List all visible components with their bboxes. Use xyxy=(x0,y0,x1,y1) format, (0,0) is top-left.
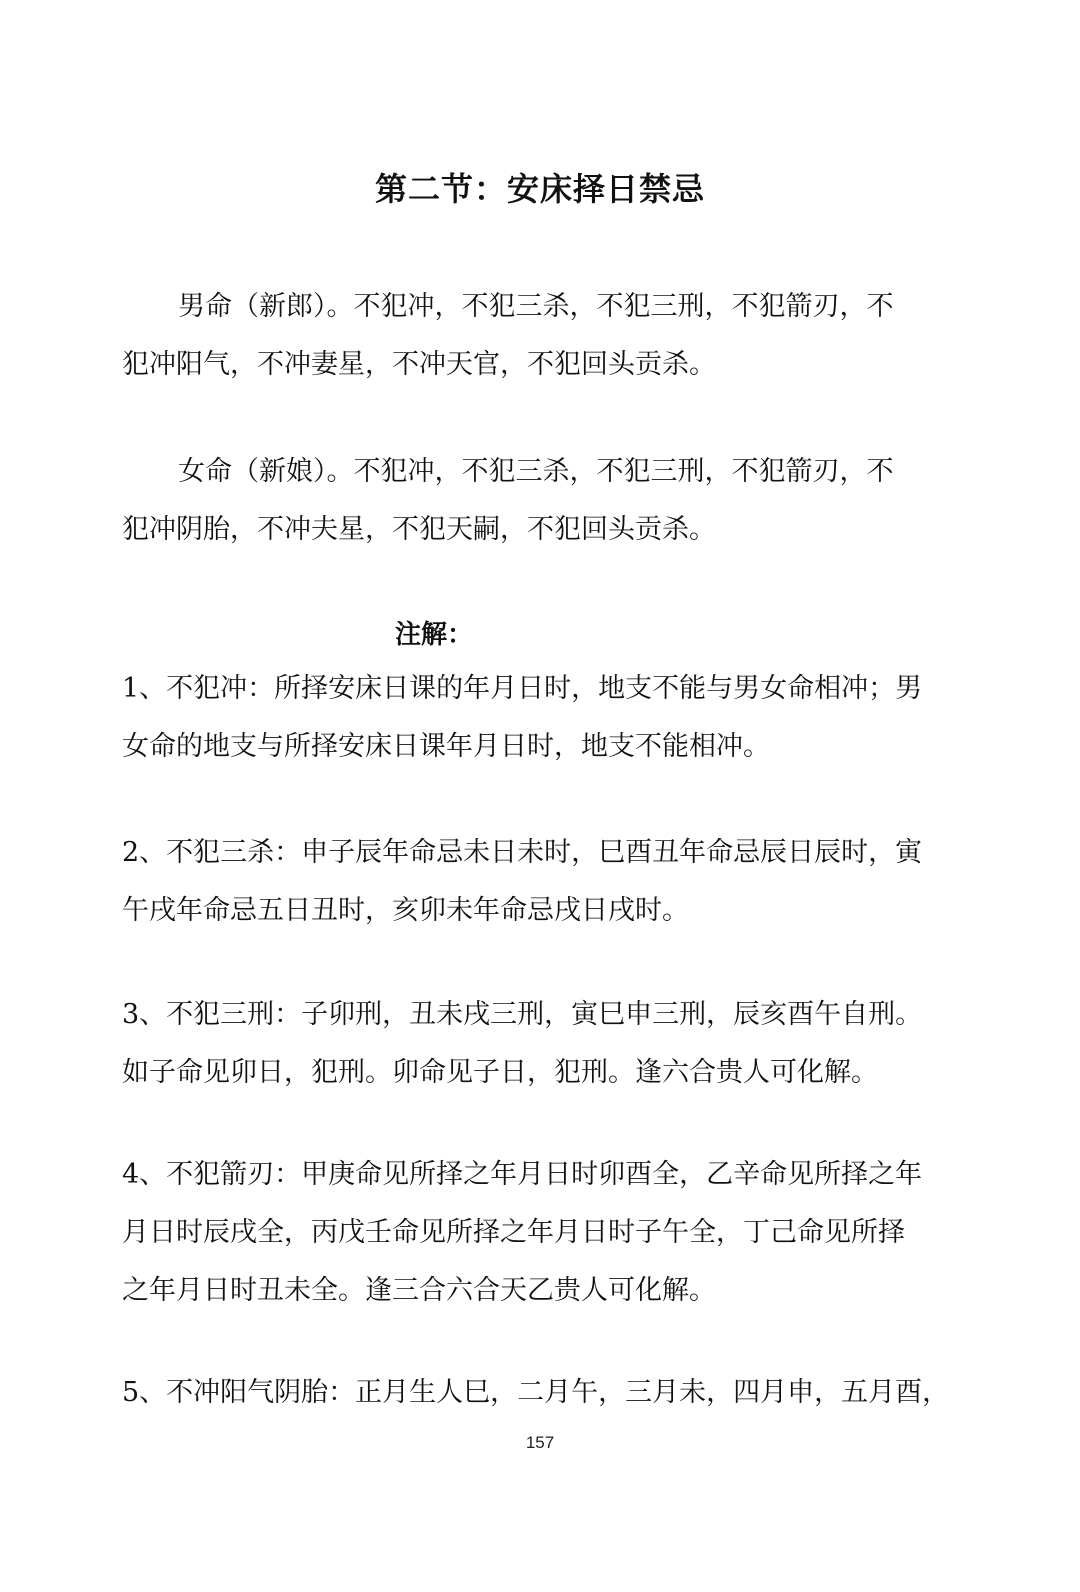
note-4-line-1: 4、不犯箭刃：甲庚命见所择之年月日时卯酉全，乙辛命见所择之年 xyxy=(122,1159,923,1190)
note-2-line-1: 2、不犯三杀：申子辰年命忌未日未时，巳酉丑年命忌辰日辰时，寅 xyxy=(122,837,923,868)
note-5-line-1: 5、不冲阳气阴胎：正月生人巳，二月午，三月未，四月申，五月酉， xyxy=(122,1377,950,1408)
page-number: 157 xyxy=(525,1433,555,1452)
note-3 xyxy=(122,986,934,1102)
bride-line-1: 女命（新娘）。不犯冲，不犯三杀，不犯三刑，不犯箭刃，不 xyxy=(178,456,894,487)
note-4 xyxy=(122,1146,934,1320)
page-title: 第二节：安床择日禁忌 xyxy=(374,170,705,208)
note-4-line-3: 之年月日时丑未全。逢三合六合天乙贵人可化解。 xyxy=(122,1275,716,1306)
note-4-line-2: 月日时辰戌全，丙戊壬命见所择之年月日时子午全，丁己命见所择 xyxy=(122,1217,905,1248)
note-1-line-1: 1、不犯冲：所择安床日课的年月日时，地支不能与男女命相冲；男 xyxy=(122,673,923,704)
bride-line-2: 犯冲阴胎，不冲夫星，不犯天嗣，不犯回头贡杀。 xyxy=(122,514,716,545)
bride-paragraph xyxy=(122,443,934,559)
note-3-line-1: 3、不犯三刑：子卯刑，丑未戌三刑，寅巳申三刑，辰亥酉午自刑。 xyxy=(122,999,923,1030)
notes-heading-text: 注解： xyxy=(394,620,473,650)
notes-heading xyxy=(0,614,1080,651)
note-2-line-2: 午戌年命忌五日丑时，亥卯未年命忌戌日戌时。 xyxy=(122,895,689,926)
note-2 xyxy=(122,824,934,940)
note-1 xyxy=(122,660,934,776)
note-1-line-2: 女命的地支与所择安床日课年月日时，地支不能相冲。 xyxy=(122,731,770,762)
note-3-line-2: 如子命见卯日，犯刑。卯命见子日，犯刑。逢六合贵人可化解。 xyxy=(122,1057,878,1088)
groom-paragraph xyxy=(122,278,934,394)
groom-line-1: 男命（新郎）。不犯冲，不犯三杀，不犯三刑，不犯箭刃，不 xyxy=(178,291,894,322)
note-5 xyxy=(122,1364,950,1422)
groom-line-2: 犯冲阳气，不冲妻星，不冲天官，不犯回头贡杀。 xyxy=(122,349,716,380)
